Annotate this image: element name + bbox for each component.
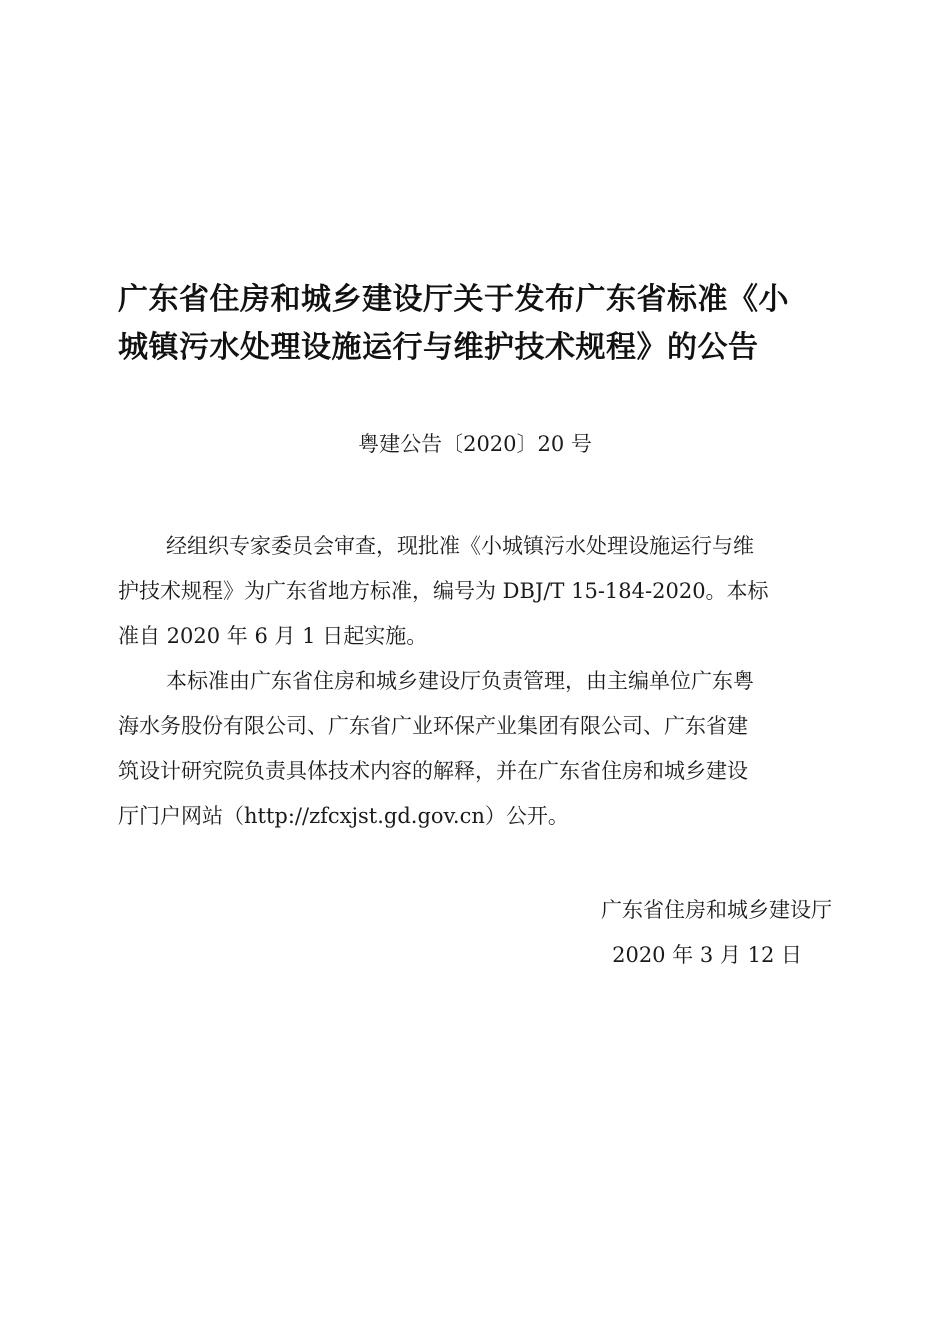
title-line-1: 广东省住房和城乡建设厅关于发布广东省标准《小 bbox=[118, 282, 789, 317]
title-line-2: 城镇污水处理设施运行与维护技术规程》的公告 bbox=[118, 330, 759, 365]
paragraph-line: 经组织专家委员会审查，现批准《小城镇污水处理设施运行与维 bbox=[166, 534, 754, 558]
paragraph-line: 护技术规程》为广东省地方标准，编号为 DBJ/T 15-184-2020。本标 bbox=[118, 579, 769, 603]
paragraph-approval bbox=[118, 524, 838, 659]
signature-block bbox=[601, 888, 832, 978]
paragraph-line: 海水务股份有限公司、广东省广业环保产业集团有限公司、广东省建 bbox=[118, 714, 748, 738]
document-number: 粤建公告〔2020〕20 号 bbox=[358, 432, 592, 456]
document-title bbox=[118, 276, 838, 372]
issue-date: 2020 年 3 月 12 日 bbox=[612, 943, 802, 967]
paragraph-line: 厅门户网站（http://zfcxjst.gd.gov.cn）公开。 bbox=[118, 804, 569, 828]
issuing-organization: 广东省住房和城乡建设厅 bbox=[601, 898, 832, 922]
paragraph-line: 筑设计研究院负责具体技术内容的解释，并在广东省住房和城乡建设 bbox=[118, 759, 748, 783]
document-body bbox=[118, 524, 838, 839]
paragraph-management bbox=[118, 659, 838, 839]
paragraph-line: 本标准由广东省住房和城乡建设厅负责管理，由主编单位广东粤 bbox=[166, 669, 754, 693]
paragraph-line: 准自 2020 年 6 月 1 日起实施。 bbox=[118, 624, 428, 648]
